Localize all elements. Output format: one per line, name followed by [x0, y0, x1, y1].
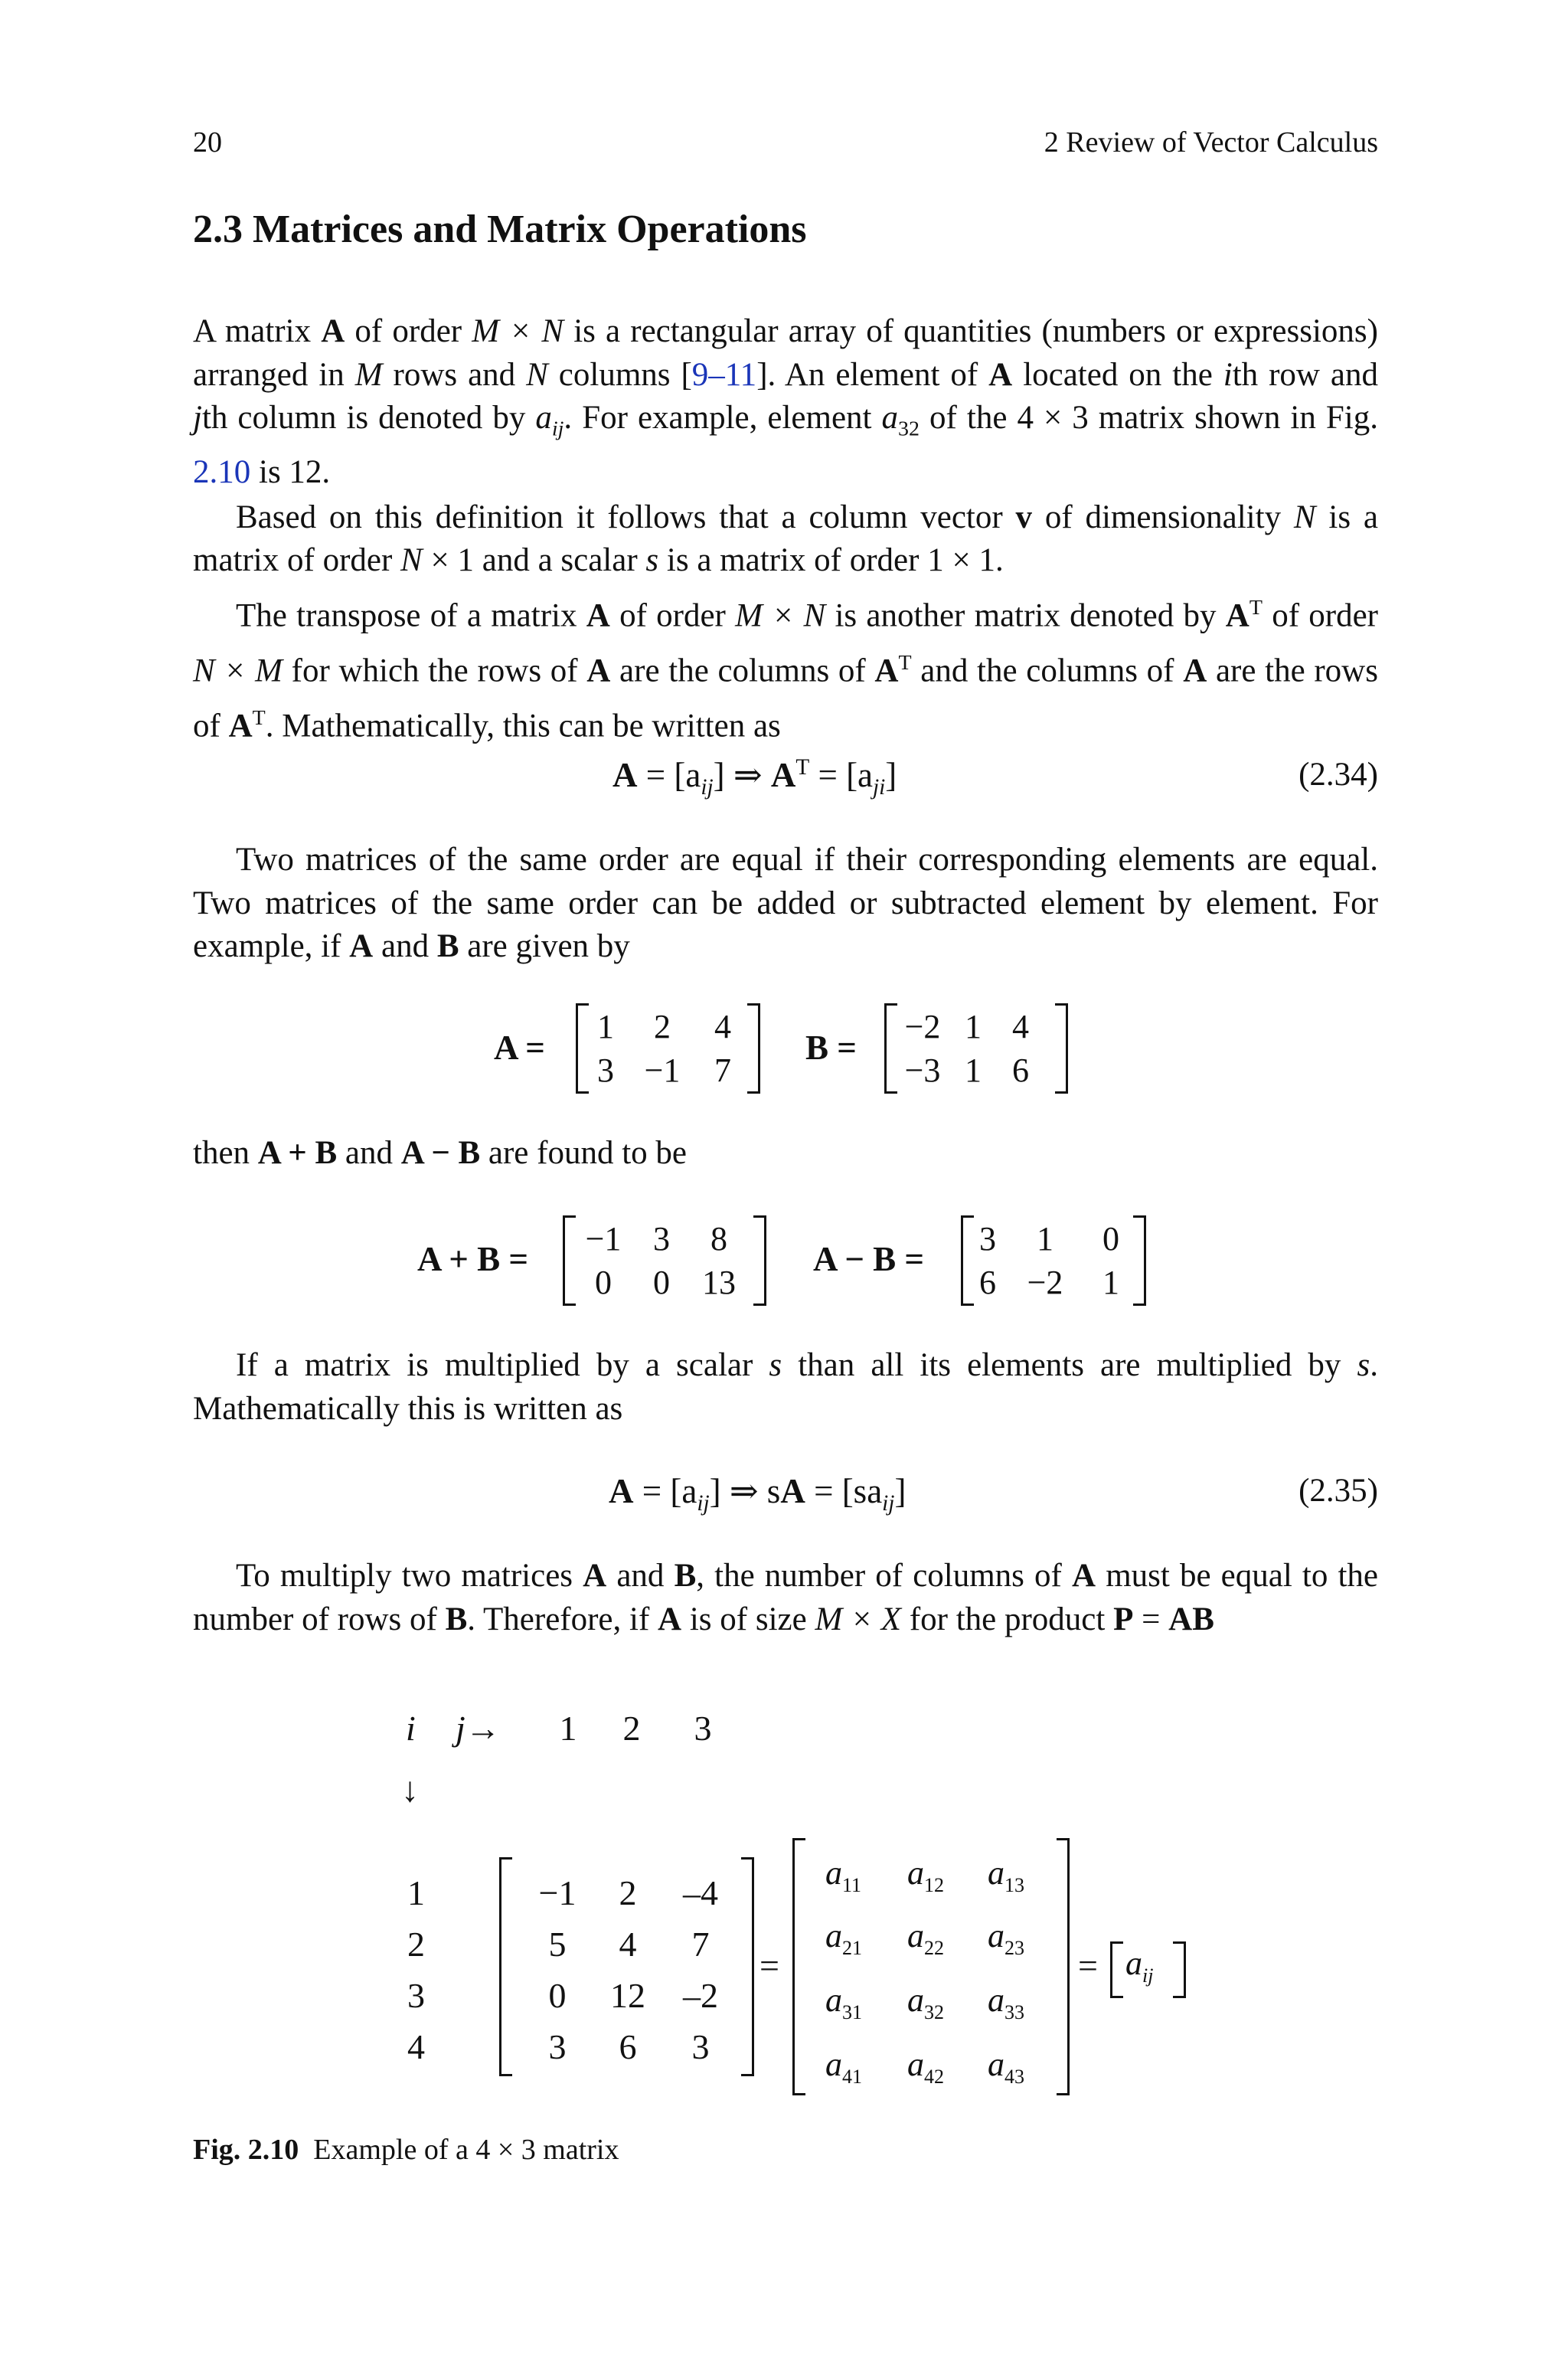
matrix-diff-right-bracket [1133, 1215, 1146, 1306]
matrix-cell: −1 [585, 1220, 622, 1258]
matrix-cell: 8 [710, 1220, 727, 1258]
figure-caption-text: Example of a 4 × 3 matrix [313, 2134, 619, 2166]
paragraph-transpose: The transpose of a matrix A of order M × N is another matrix denoted by $A^T$ of order N × M for which the rows of A are the columns of $A^T$ and the columns of A are the rows of $A^T$. Mathematically, this can be written as [193, 595, 1378, 744]
matrix-cell: 1 [1037, 1220, 1054, 1258]
figure-matrix-cell: 0 [548, 1976, 567, 2015]
figure-element: $a_{32}$ [907, 1981, 944, 2023]
figure-element: $a_{13}$ [988, 1854, 1024, 1896]
matrix-sum [573, 1219, 749, 1302]
matrix-cell: 6 [979, 1264, 996, 1301]
paragraph-definition: A matrix A of order M × N is a rectangular array of quantities (numbers or expressions) arranged in M rows and N columns [9–11]. An element of A located on the ith row and jth column is denoted by $a_{ij}$. For example, element $a_{32}$ of the 4 × 3 matrix shown in Fig. 2.10 is 12. [193, 313, 1379, 491]
matrix-diff-label: A − B = [813, 1240, 925, 1278]
figure-element: $a_{31}$ [825, 1981, 862, 2023]
paragraph-multiply: To multiply two matrices A and B, the number of columns of A must be equal to the number of rows of B. Therefore, if A is of size M × X for the product P = AB [193, 1558, 1378, 1637]
figure-matrix-cell: 2 [619, 1873, 637, 1912]
equation-2-34: $A = [a_{ij}]$ ⇒ $A^T = [a_{ji}]$ [612, 755, 897, 800]
figure-symbolic-left-bracket [792, 1838, 805, 2095]
matrix-cell: 13 [702, 1264, 736, 1301]
matrix-cell: 4 [1012, 1008, 1029, 1045]
running-header: 2 Review of Vector Calculus [1044, 126, 1378, 159]
matrix-cell: 0 [1102, 1220, 1119, 1258]
figure-link[interactable]: 2.10 [193, 454, 251, 491]
paragraph-equality: Two matrices of the same order are equal if their corresponding elements are equal. Two matrices of the same order can be added or subtracted element by element. For example, if A and B are given by [193, 842, 1378, 964]
figure-element: $a_{12}$ [907, 1854, 944, 1896]
figure-caption-label: Fig. 2.10 [193, 2134, 299, 2166]
figure-matrix-cell: 4 [619, 1925, 637, 1964]
page-number: 20 [193, 126, 222, 159]
matrix-cell: −3 [904, 1052, 941, 1089]
figure-matrix-right-bracket [741, 1857, 754, 2076]
matrix-cell: 1 [1102, 1264, 1119, 1301]
paragraph-column-vector: Based on this definition it follows that a column vector v of dimensionality N is a matrix of order N × 1 and a scalar s is a matrix of order 1 × 1. [193, 499, 1378, 579]
matrix-cell: 4 [714, 1008, 731, 1045]
figure-matrix-cell: –4 [683, 1873, 718, 1912]
paragraph-block-1 [193, 310, 1378, 751]
matrix-cell: 1 [597, 1008, 614, 1045]
matrix-diff [969, 1219, 1138, 1302]
matrix-a-label: A = [494, 1029, 545, 1067]
equation-2-35: $A = [a_{ij}]$ ⇒ sA = $[sa_{ij}]$ [609, 1472, 906, 1516]
matrix-sum-right-bracket [753, 1215, 766, 1306]
matrix-b-right-bracket [1055, 1003, 1068, 1094]
figure-element: $a_{22}$ [907, 1917, 944, 1959]
matrix-b [892, 1007, 1048, 1090]
figure-caption [193, 2133, 619, 2167]
equation-number-2-34: (2.34) [1298, 757, 1378, 793]
matrix-cell: −1 [644, 1052, 681, 1089]
figure-aij: $a_{ij}$ [1125, 1945, 1154, 1987]
figure-element: $a_{33}$ [988, 1981, 1024, 2023]
paragraph-scalar: If a matrix is multiplied by a scalar s than all its elements are multiplied by s. Mathematically this is written as [193, 1347, 1378, 1427]
figure-i-label: i [406, 1709, 416, 1748]
figure-matrix-cell: −1 [538, 1873, 577, 1912]
figure-element: $a_{41}$ [825, 2046, 862, 2088]
figure-row-header: 1 [407, 1873, 425, 1912]
figure-matrix-cell: –2 [683, 1976, 718, 2015]
figure-matrix-cell: 12 [610, 1976, 645, 2015]
figure-col-header: 2 [622, 1709, 641, 1748]
down-arrow-icon: ↓ [401, 1770, 419, 1809]
reference-link[interactable]: 9–11 [691, 356, 757, 393]
figure-col-header: 3 [694, 1709, 712, 1748]
matrix-cell: 3 [653, 1220, 670, 1258]
figure-row-header: 3 [407, 1976, 425, 2015]
matrix-b-label: B = [805, 1029, 857, 1067]
figure-element: $a_{43}$ [988, 2046, 1024, 2088]
figure-row-header: 4 [407, 2027, 425, 2066]
figure-matrix-cell: 5 [548, 1925, 567, 1964]
figure-element: $a_{21}$ [825, 1917, 862, 1959]
figure-equals-2: = [1078, 1946, 1098, 1985]
matrix-a-right-bracket [747, 1003, 760, 1094]
figure-matrix-cell: 6 [619, 2027, 637, 2066]
section-title: 2.3 Matrices and Matrix Operations [193, 208, 807, 251]
matrix-cell: −2 [904, 1008, 941, 1045]
matrix-sum-label: A + B = [417, 1240, 529, 1278]
matrix-cell: 7 [714, 1052, 731, 1089]
matrix-cell: 1 [965, 1052, 982, 1089]
figure-element: $a_{11}$ [825, 1854, 862, 1896]
figure-matrix-cell: 7 [691, 1925, 710, 1964]
matrix-cell: 6 [1012, 1052, 1029, 1089]
matrix-cell: 0 [595, 1264, 612, 1301]
figure-row-header: 2 [407, 1925, 425, 1964]
matrix-cell: −2 [1027, 1264, 1063, 1301]
figure-matrix-cell: 3 [691, 2027, 710, 2066]
paragraph-sum-diff: then A + B and A − B are found to be [193, 1135, 687, 1171]
figure-symbolic-right-bracket [1057, 1838, 1070, 2095]
figure-j-label: j→ [456, 1709, 501, 1748]
matrix-cell: 2 [654, 1008, 671, 1045]
figure-matrix-left-bracket [499, 1857, 512, 2076]
figure-element: $a_{23}$ [988, 1917, 1024, 1959]
figure-matrix-cell: 3 [548, 2027, 567, 2066]
matrix-cell: 1 [965, 1008, 982, 1045]
figure-aij-left-bracket [1110, 1941, 1123, 1998]
matrix-a [583, 1007, 749, 1090]
equation-number-2-35: (2.35) [1298, 1473, 1378, 1509]
figure-equals-1: = [760, 1946, 779, 1985]
figure-aij-right-bracket [1173, 1941, 1186, 1998]
figure-col-header: 1 [559, 1709, 577, 1748]
matrix-cell: 0 [653, 1264, 670, 1301]
figure-element: $a_{42}$ [907, 2046, 944, 2088]
matrix-cell: 3 [979, 1220, 996, 1258]
matrix-cell: 3 [597, 1052, 614, 1089]
